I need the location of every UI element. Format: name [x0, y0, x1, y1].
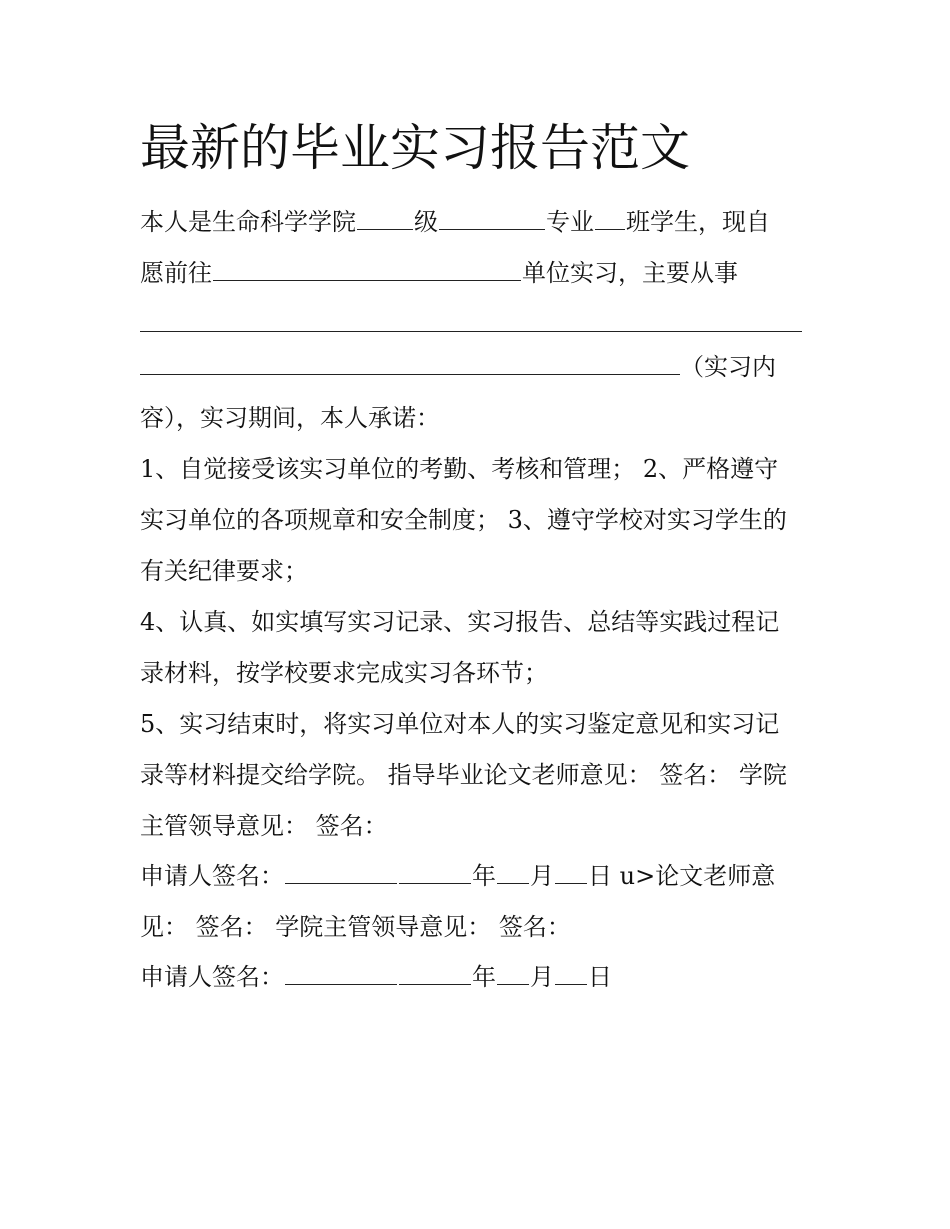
text-line-12: 录等材料提交给学院。 指导毕业论文老师意见： 签名： 学院: [140, 761, 787, 789]
text-segment: 月: [530, 963, 554, 991]
year-blank: [399, 861, 471, 884]
text-line-6: 1、自觉接受该实习单位的考勤、考核和管理； 2、严格遵守: [140, 455, 779, 483]
grade-blank: [357, 207, 413, 230]
text-line-3: [140, 308, 802, 340]
text-line-2: [140, 257, 738, 289]
text-segment: （实习内: [680, 353, 776, 381]
text-segment: 日 u>论文老师意: [588, 862, 776, 890]
text-segment: 申请人签名：: [140, 862, 284, 890]
month-blank: [497, 962, 529, 985]
text-segment: 专业: [546, 208, 594, 236]
text-segment: 年: [472, 963, 496, 991]
text-segment: 月: [530, 862, 554, 890]
unit-blank: [213, 258, 521, 281]
major-blank: [439, 207, 545, 230]
text-segment: 级: [414, 208, 438, 236]
text-segment: 申请人签名：: [140, 963, 284, 991]
text-line-9: 4、认真、如实填写实习记录、实习报告、总结等实践过程记: [140, 608, 780, 636]
signature-line-1: [140, 860, 775, 892]
text-line-1: [140, 206, 770, 238]
work-content-blank-1: [140, 309, 802, 332]
text-line-10: 录材料，按学校要求完成实习各环节；: [140, 659, 548, 687]
text-line-5: 容），实习期间，本人承诺：: [140, 404, 440, 432]
text-line-11: 5、实习结束时，将实习单位对本人的实习鉴定意见和实习记: [140, 710, 780, 738]
signature-blank: [285, 861, 397, 884]
day-blank: [555, 861, 587, 884]
month-blank: [497, 861, 529, 884]
signature-line-2: [140, 961, 612, 993]
text-segment: 本人是生命科学学院: [140, 208, 356, 236]
work-content-blank-2: [140, 352, 680, 375]
day-blank: [555, 962, 587, 985]
text-segment: 单位实习，主要从事: [522, 259, 738, 287]
text-line-7: 实习单位的各项规章和安全制度； 3、遵守学校对实习学生的: [140, 506, 787, 534]
text-line-15: 见： 签名： 学院主管领导意见： 签名：: [140, 913, 571, 941]
text-segment: 愿前往: [140, 259, 212, 287]
text-segment: 年: [472, 862, 496, 890]
signature-blank: [285, 962, 397, 985]
text-line-4: [140, 351, 776, 383]
year-blank: [399, 962, 471, 985]
text-line-13: 主管领导意见： 签名：: [140, 812, 388, 840]
class-blank: [595, 207, 625, 230]
text-segment: 日: [588, 963, 612, 991]
text-line-8: 有关纪律要求；: [140, 557, 308, 585]
document-title: 最新的毕业实习报告范文: [140, 119, 690, 177]
text-segment: 班学生，现自: [626, 208, 770, 236]
